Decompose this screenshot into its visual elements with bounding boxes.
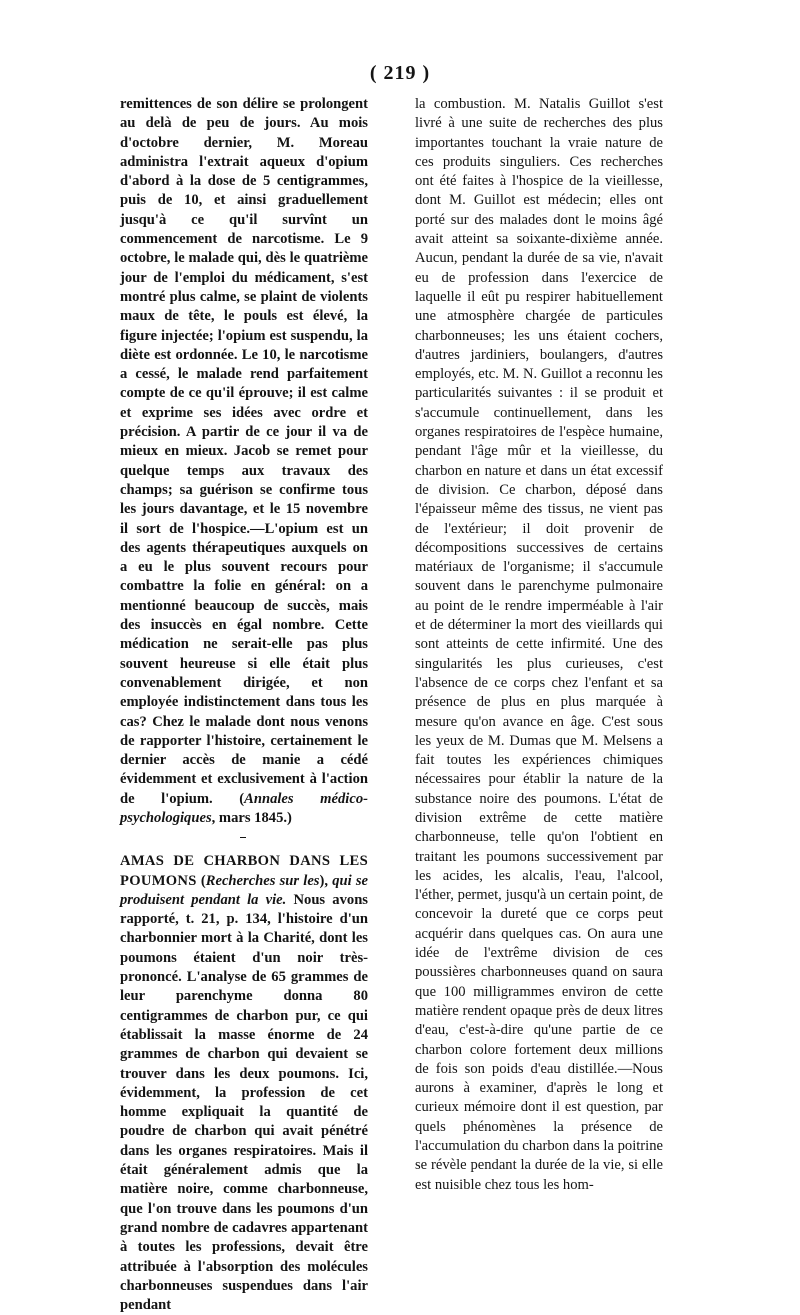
section-subtitle-close: ), (319, 872, 329, 889)
section-separator (120, 828, 368, 852)
section-body-text: Nous avons rapporté, t. 21, p. 134, l'histoire d'un charbonnier mort à la Charité, dont les poumons étaient d'un noir très-prononcé. L'analyse de 65 grammes de leur parenchyme donna 80 centigrammes de charbon pur, ce qui établissait la masse énorme de 24 grammes de charbon qui devaient se trouver dans les deux poumons. Ici, évidemment, la profession de cet homme expliquait la quantité de poudre de charbon qui avait pénétré dans les organes respiratoires. Mais il était généralement admis que la matière noire, comme charbonneuse, que l'on trouve dans les poumons d'un grand nombre de cadavres appartenant à toutes les professions, devait être attribuée à l'absorption des molécules charbonneuses suspendues dans l'air pendant (120, 891, 368, 1314)
left-column (120, 95, 368, 1315)
right-column-text: la combustion. M. Natalis Guillot s'est livré à une suite de recherches des plus importantes touchant la vraie nature de ces produits singuliers. Ces recherches ont été faites à l'hospice de la vieillesse, dont M. Guillot est médecin; elles ont porté sur des malades dont le moins âgé avait atteint sa soixante-dixième année. Aucun, pendant la durée de sa vie, n'avait eu de profession dans l'exercice de laquelle il eût pu respirer habituellement une atmosphère chargée de particules charbonneuses; les uns étaient cochers, d'autres jardiniers, boulangers, d'autres employés, etc. M. N. Guillot a reconnu les particularités suivantes : il se produit et s'accumule continuellement, dans les organes respiratoires de l'espèce humaine, pendant l'âge mûr et la vieillesse, du charbon en nature et dans un état excessif de division. Ce charbon, déposé dans l'épaisseur même des tissus, ne vient pas de l'extérieur; il doit provenir de décompositions successives de certains matériaux de l'organisme; il s'accumule souvent dans le parenchyme pulmonaire au point de le rendre imperméable à l'air et de déterminer la mort des vieillards qui sont atteints de cette infirmité. Une des singularités les plus curieuses, c'est l'absence de ce corps chez l'enfant et sa présence de plus en plus marquée à mesure qu'on avance en âge. C'est sous les yeux de M. Dumas que M. Melsens a fait toutes les expériences chimiques nécessaires pour établir la nature de la substance noire des poumons. L'état de division extrême de cette matière charbonneuse, telle qu'on l'obtient en traitant les poumons successivement par les acides, les alcalis, l'eau, l'alcool, l'éther, permet, jusqu'à un certain point, de concevoir la dureté que ce corps peut acquérir dans quelques cas. On aura une idée de l'extrême division de ces poussières charbonneuses quand on saura que 100 milligrammes environ de cette matière rendent opaque près de deux litres d'eau, c'est-à-dire qu'une partie de ce charbon colore fortement deux millions de fois son poids d'eau distillée.—Nous aurons à examiner, d'après le long et curieux mémoire dont il est question, par quels phénomènes la présence de l'accumulation du charbon dans la poitrine se révèle pendant la durée de la vie, si elle est nuisible chez tous les hom- (415, 96, 663, 1193)
section-subtitle-italic-2: qui se produisent pendant la vie. (120, 872, 369, 908)
paragraph-opium-text: remittences de son délire se prolongent au delà de peu de jours. Au mois d'octobre dernier, M. Moreau administra l'extrait aqueux d'opium d'abord à la dose de 5 centigrammes, puis de 10, et ainsi graduellement jusqu'à ce qu'il survînt un commencement de narcotisme. Le 9 octobre, le malade qui, dès le quatrième jour de l'emploi du médicament, s'est montré plus calme, se plaint de violents maux de tête, le pouls est élevé, la figure injectée; l'opium est suspendu, la diète est ordonnée. Le 10, le narcotisme a cessé, le malade rend parfaitement compte de ce qu'il éprouve; il est calme et exprime ses idées avec ordre et précision. A partir de ce jour il va de mieux en mieux. Jacob se remet pour quelque temps aux travaux des champs; sa guérison se confirme tous les jours davantage, et le 15 novembre il sort de l'hospice.—L'opium est un des agents thérapeutiques auxquels on a eu le plus souvent recours pour combattre la folie en général: on a mentionné beaucoup de succès, mais des insuccès en égal nombre. Cette médication ne serait-elle pas plus souvent heureuse si elle était plus convenablement dirigée, et non employée indistinctement dans tous les cas? Chez le malade dont nous venons de rapporter l'histoire, certainement le dernier accès de manie a cédé évidemment et exclusivement à l'action de l'opium. (120, 96, 368, 807)
section-title: AMAS DE CHARBON DANS LES POUMONS (120, 853, 368, 889)
citation-journal: Annales médico-psychologiques (120, 790, 368, 826)
citation-close: , mars 1845.) (211, 809, 292, 826)
citation-open: ( (212, 790, 245, 807)
section-subtitle-italic: Recherches sur les (205, 872, 320, 889)
page-number: ( 219 ) (369, 62, 431, 84)
paragraph-opium-case (120, 95, 368, 828)
right-column (415, 95, 663, 1195)
section-charbon (120, 852, 368, 1315)
section-subtitle-open: ( (196, 872, 206, 889)
